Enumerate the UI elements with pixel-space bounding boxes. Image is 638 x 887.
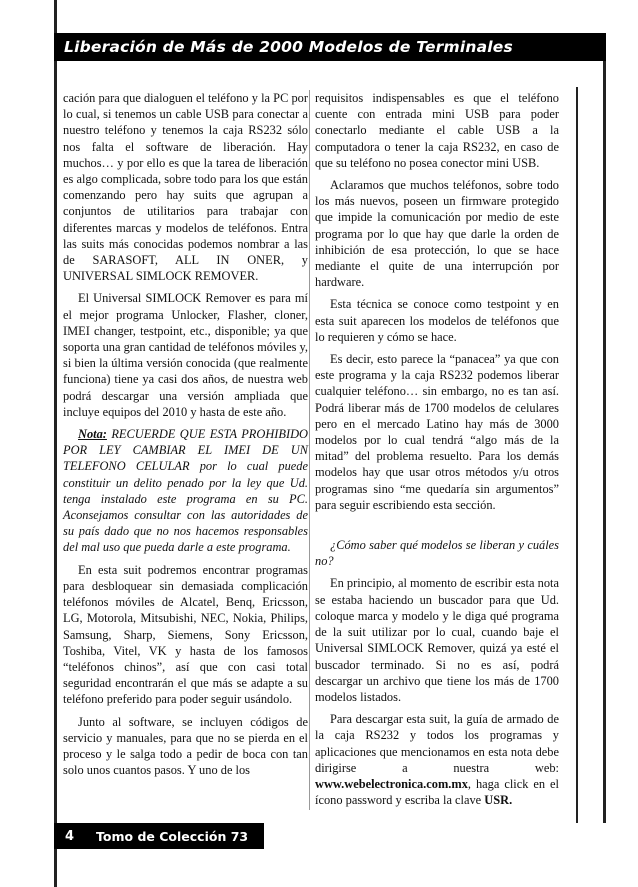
paragraph: requisitos indispensables es que el teléfono cuente con entrada mini USB para poder conectarlo mediante el cable USB a la computadora o tener la caja RS232, en caso de que su teléfono no posea conector mini USB. bbox=[315, 91, 559, 170]
right-rule bbox=[576, 87, 578, 823]
text-run: , haga click en el ícono password y escriba la clave bbox=[315, 776, 559, 808]
paragraph: Es decir, esto parece la “panacea” ya que con este programa y la caja RS232 podemos liberar cualquier teléfono… sin embargo, no es tan así. Podrá liberar más de 1700 modelos de celulares pero en el mercado Latino hay más de 3000 modelos por lo cual tendrá “algo más de la mitad” del problema resuelto. Para los demás modelos hay que usar otros métodos y/u otros programas sino “me quedaría sin argumentos” para seguir escribiendo esta sección. bbox=[315, 352, 559, 512]
footer-bar bbox=[54, 823, 264, 849]
page-title: Liberación de Más de 2000 Modelos de Terminales bbox=[64, 38, 513, 56]
paragraph: Esta técnica se conoce como testpoint y en esta suit aparecen los modelos de teléfonos que lo requieren y cómo se hace. bbox=[315, 297, 559, 344]
note-text: RECUERDE QUE ESTA PROHIBIDO POR LEY CAMBIAR EL IMEI DE UN TELEFONO CELULAR por lo cual puede constituir un delito penado por la ley que Ud. tenga instalado este programa en su PC. Aconsejamos consultar con las autoridades de su país dado que no nos hacemos responsables del mal uso que pueda darle a este programa. bbox=[63, 427, 308, 555]
section-question: ¿Cómo saber qué modelos se liberan y cuáles no? bbox=[315, 538, 559, 569]
password-key: USR. bbox=[484, 793, 513, 808]
note-label: Nota: bbox=[78, 427, 107, 442]
paragraph: cación para que dialoguen el teléfono y la PC por lo cual, si tenemos un cable USB para conectar a nuestro teléfono y tenemos la caja RS232 sólo nos falta el software de liberación. Hay muchos… y por ello es que la tarea de liberación es algo complicada, sobre todo para los que están comenzando pero hay suits que agrupan a conjuntos de utilitarios para trabajar con diferentes marcas y modelos de teléfonos. Entra las suits más conocidas podemos nombrar a las de SARASOFT, ALL IN ONER, y UNIVERSAL SIMLOCK REMOVER. bbox=[63, 91, 308, 284]
paragraph bbox=[315, 711, 559, 808]
header-bar bbox=[54, 33, 606, 61]
paragraph: Junto al software, se incluyen códigos de servicio y manuales, para que no se pierda en el proceso y le salga todo a pedir de boca con tan solo unos cuantos pasos. Y uno de los bbox=[63, 714, 308, 778]
left-column bbox=[63, 90, 308, 784]
paragraph: En principio, al momento de escribir esta nota se estaba haciendo un buscador para que Ud. coloque marca y modelo y le diga qué programa de la suit utilizar por lo cual, cuando baje el Universal SIMLOCK Remover, quizá ya esté el buscador terminado. Si no es así, podrá descargar un archivo que tiene los más de 1700 modelos listados. bbox=[315, 576, 559, 704]
page-number: 4 bbox=[65, 828, 75, 844]
right-column bbox=[315, 90, 559, 814]
website-link[interactable]: www.webelectronica.com.mx bbox=[315, 776, 468, 791]
paragraph: Aclaramos que muchos teléfonos, sobre todo los más nuevos, poseen un firmware protegido que impide la comunicación por medio de este programa por lo que hay que darle la orden de inhibición de esa protección, lo que se hace mediante el quite de una interrupción por hardware. bbox=[315, 178, 559, 290]
volume-title: Tomo de Colección 73 bbox=[96, 828, 249, 844]
paragraph: El Universal SIMLOCK Remover es para mí el mejor programa Unlocker, Flasher, cloner, IMEI changer, testpoint, etc., disponible; ya que soporta una gran cantidad de teléfonos móviles y, si bien la última versión conocida (que realmente funciona) tiene ya casi dos años, de nuestra web podrá descargar una versión ampliada que incluye equipos del 2010 y hasta de este año. bbox=[63, 291, 308, 419]
text-run: Para descargar esta suit, la guía de armado de la caja RS232 y todos los programas y aplicaciones que mencionamos en esta nota debe dirigirse a nuestra web: bbox=[315, 712, 559, 775]
column-divider bbox=[309, 90, 310, 810]
legal-note bbox=[63, 426, 308, 556]
bottom-rule bbox=[54, 849, 57, 887]
paragraph: En esta suit podremos encontrar programas para desbloquear sin demasiada complicación teléfonos móviles de Alcatel, Benq, Ericsson, LG, Motorola, Mitsubishi, NEC, Nokia, Philips, Samsung, Sharp, Siemens, Sony Ericsson, Toshiba, Vitel, VK y hasta de los famosos “teléfonos chinos”, así que con casi total seguridad encontrarán el que más se adapte a su teléfono preferido para poder seguir usándolo. bbox=[63, 562, 308, 707]
